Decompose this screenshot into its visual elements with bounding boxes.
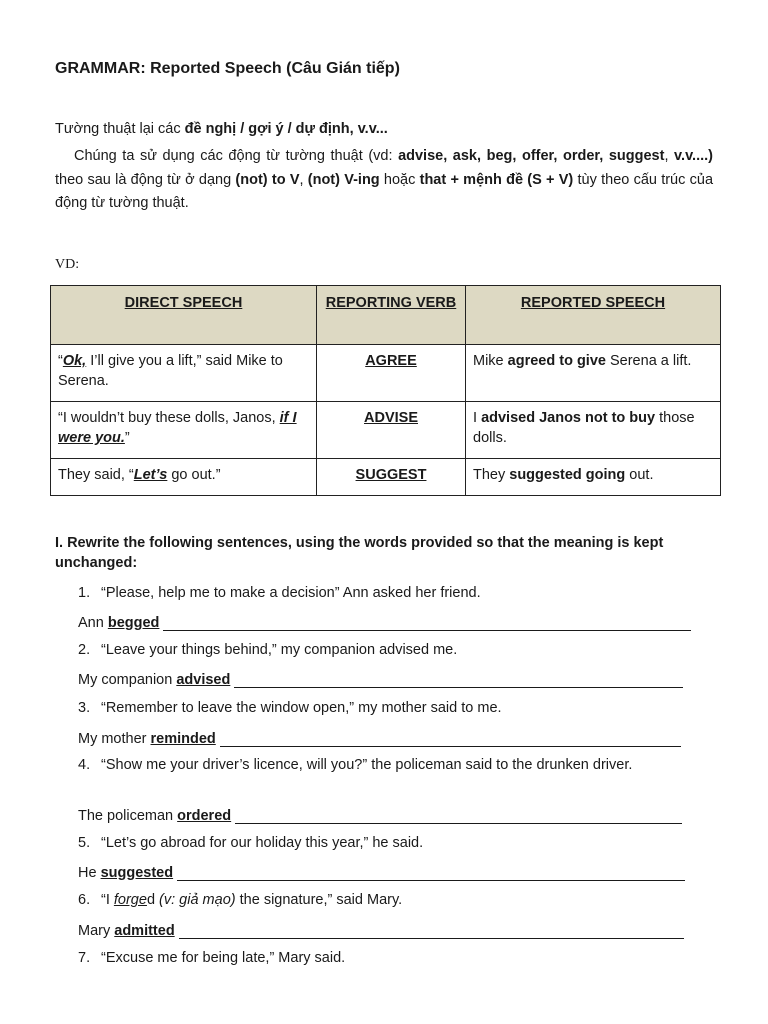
exercise-prompt [78,698,718,718]
exercise-text: “Let’s go abroad for our holiday this year,” he said. [101,835,424,851]
reporting-verb-cell: SUGGEST [317,459,466,496]
text: They said, “ [58,467,134,483]
exercise-number: 2. [78,642,91,658]
text: Serena a lift. [605,353,692,369]
section-title: I. Rewrite the following sentences, using the words provided so that the meaning is kept unchanged: [55,535,664,571]
intro-line [55,118,715,142]
text: those dolls. [473,410,695,446]
answer-line [78,862,708,881]
exercise-text: “I [101,892,114,908]
gloss-text: (v: giả mạo) [159,892,236,908]
intro-bold: that + mệnh đề (S + V) [419,171,574,188]
reporting-verb-cell: AGREE [317,345,466,402]
answer-blank[interactable] [235,809,682,824]
text: “ [58,353,63,369]
answer-line [78,728,708,747]
intro-paragraph [55,145,713,216]
answer-verb: suggested [100,865,174,881]
reported-speech-cell [466,459,721,496]
answer-blank[interactable] [234,673,683,688]
underlined-word: forge [113,892,147,908]
answer-subject: Ann [78,615,108,631]
answer-blank[interactable] [177,866,685,881]
intro-bold: (not) V-ing [307,171,380,188]
header-reporting-verb: REPORTING VERB [317,286,466,345]
bold-text: advised Janos not to buy [481,410,656,426]
emphasis-text: Ok, [62,353,87,369]
intro-text: , [299,171,308,188]
exercise-text: “Excuse me for being late,” Mary said. [101,950,346,966]
exercise-prompt [78,890,718,910]
intro-text: hoặc [379,171,420,188]
intro-text: theo sau là động từ ở dạng [55,171,236,188]
table-header-row [51,286,721,345]
exercise-text: “Remember to leave the window open,” my mother said to me. [101,700,502,716]
answer-blank[interactable] [220,732,681,747]
answer-verb: begged [107,615,160,631]
intro-text: tùy theo cấu trúc của động từ tường thuật. [55,171,714,211]
exercise-text: “Leave your things behind,” my companion advised me. [101,642,458,658]
exercise-text: “Please, help me to make a decision” Ann asked her friend. [101,585,481,601]
exercise-number: 5. [78,835,91,851]
exercise-prompt [78,640,718,660]
exercise-prompt [78,755,718,775]
reporting-verb-cell: ADVISE [317,402,466,459]
exercise-number: 1. [78,585,91,601]
example-label: VD: [55,257,80,272]
direct-speech-cell [51,345,317,402]
answer-line [78,920,708,939]
exercise-text: “Show me your driver’s licence, will you?” the policeman said to the drunken driver. [101,757,633,773]
exercise-number: 6. [78,892,91,908]
intro-bold: đề nghị / gợi ý / dự định, v.v... [184,121,388,137]
exercise-prompt [78,948,718,968]
exercise-text: d [146,892,160,908]
answer-subject: My companion [78,672,177,688]
exercise-number: 7. [78,950,91,966]
bold-text: agreed to give [507,353,606,369]
text: I’ll give you a lift,” said Mike to Serena. [58,353,283,389]
intro-text: Tường thuật lại các [55,121,185,137]
examples-table [50,285,721,496]
answer-line [78,669,708,688]
text: ” [124,430,130,446]
answer-subject: The policeman [78,808,178,824]
text: They [473,467,510,483]
exercise-number: 4. [78,757,91,773]
text: go out.” [167,467,221,483]
intro-bold: advise, ask, beg, offer, order, suggest [398,148,665,164]
exercise-prompt [78,583,718,603]
emphasis-text: Let’s [133,467,168,483]
page-title: GRAMMAR: Reported Speech (Câu Gián tiếp) [55,60,400,77]
intro-text: , [664,148,675,164]
text: I [473,410,482,426]
bold-text: suggested going [509,467,626,483]
intro-text: Chúng ta sử dụng các động từ tường thuật (vd: [74,148,399,164]
emphasis-text: if I were you. [58,410,297,446]
answer-subject: He [78,865,101,881]
reported-speech-cell [466,345,721,402]
answer-verb: advised [176,672,231,688]
table-row [51,459,721,496]
answer-line [78,805,708,824]
answer-verb: ordered [177,808,232,824]
exercise-prompt [78,833,718,853]
header-reported-speech: REPORTED SPEECH [466,286,721,345]
header-direct-speech: DIRECT SPEECH [51,286,317,345]
text: “I wouldn’t buy these dolls, Janos, [58,410,280,426]
answer-blank[interactable] [163,616,691,631]
answer-line [78,612,708,631]
answer-subject: My mother [78,731,151,747]
table-row [51,402,721,459]
answer-verb: reminded [150,731,216,747]
direct-speech-cell [51,402,317,459]
intro-bold: (not) to V [235,171,300,188]
reported-speech-cell [466,402,721,459]
text: Mike [473,353,508,369]
text: out. [625,467,654,483]
answer-blank[interactable] [179,924,684,939]
answer-subject: Mary [78,923,115,939]
exercise-number: 3. [78,700,91,716]
exercise-text: the signature,” said Mary. [235,892,403,908]
direct-speech-cell [51,459,317,496]
answer-verb: admitted [114,923,175,939]
intro-bold: v.v....) [674,148,713,164]
table-row [51,345,721,402]
